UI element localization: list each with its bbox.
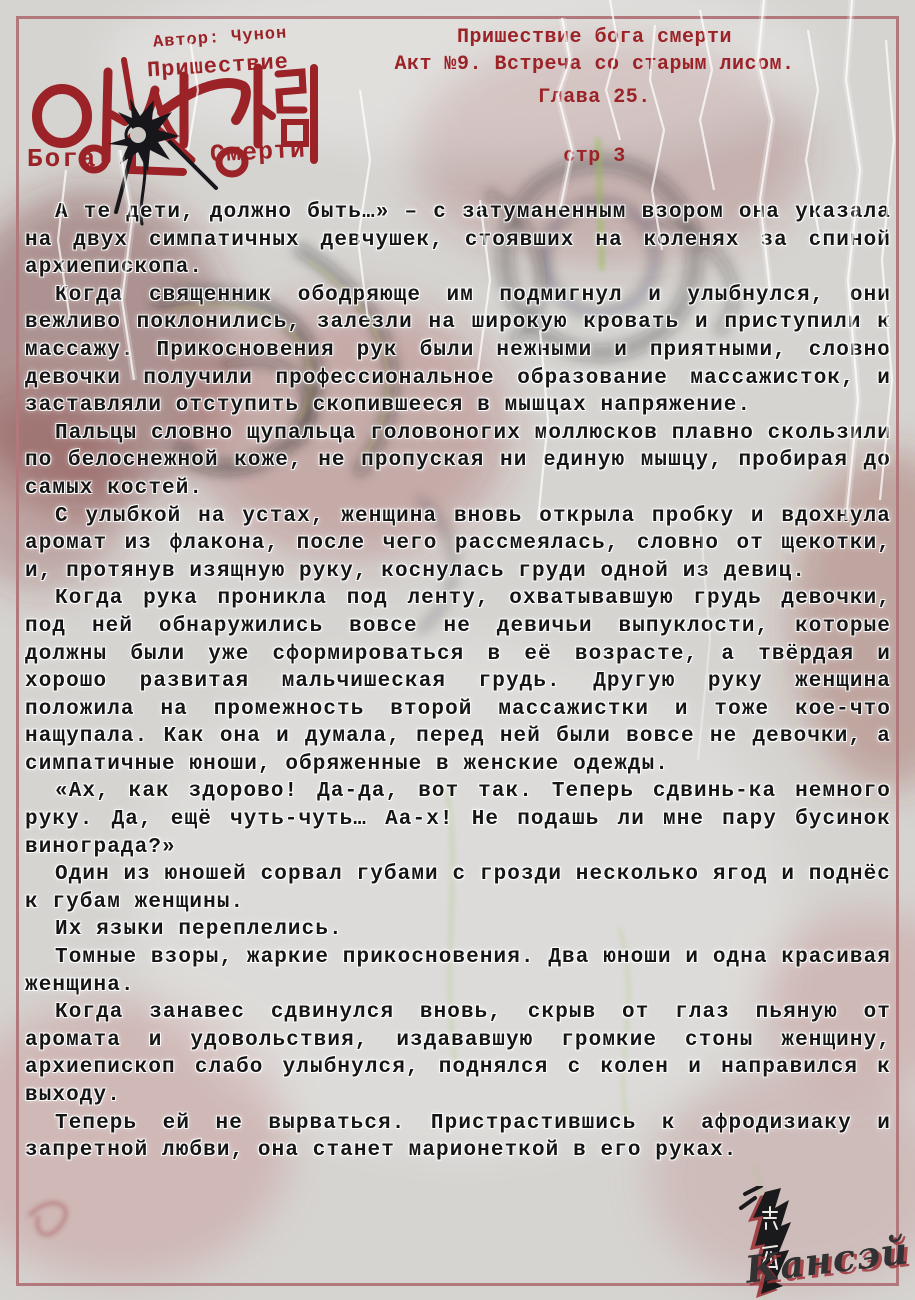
series-title: Пришествие бога смерти	[456, 26, 733, 49]
chapter-number: Глава 25.	[538, 86, 651, 109]
act-title: Акт №9. Встреча со старым лисом.	[394, 53, 795, 76]
story-paragraph: Когда священник ободряюще им подмигнул и улыбнулся, они вежливо поклонились, залезли на широкую кровать и приступили к массажу. Прикосновения рук были нежными и приятными, словно девочки получили профессиональное образование массажисток, и заставляли отступить скопившееся в мышцах напряжение.	[25, 283, 891, 418]
story-paragraph: Когда рука проникла под ленту, охватывавшую грудь девочки, под ней обнаружились вовсе не девичьи выпуклости, которые должны были уже сформироваться в её возрасте, а твёрдая и хорошо развитая мальчишеская грудь. Другую руку женщина положила на промежность второй массажистки и тоже кое-что нащупала. Как она и думала, перед ней были вовсе не девочки, а симпатичные юноши, обряженные в женские одежды.	[25, 587, 891, 776]
series-title-russian-bottom-left: Бога	[27, 144, 98, 174]
story-paragraph: Теперь ей не вырваться. Пристрастившись к афродизиаку и запретной любви, она станет марионеткой в его руках.	[25, 1111, 891, 1163]
series-title-russian-bottom-right: Смерти	[209, 135, 307, 170]
story-paragraph: С улыбкой на устах, женщина вновь открыла пробку и вдохнула аромат из флакона, после чего рассмеялась, словно от щекотки, и, протянув изящную руку, коснулась груди одной из девиц.	[25, 504, 891, 583]
story-paragraph: «Ах, как здорово! Да-да, вот так. Теперь сдвинь-ка немного руку. Да, ещё чуть-чуть… Аа-х! Не подашь ли мне пару бусинок винограда?»	[25, 780, 891, 859]
story-paragraph: Когда занавес сдвинулся вновь, скрыв от глаз пьяную от аромата и удовольствия, издававшую громкие стоны женщину, архиепископ слабо улыбнулся, поднялся с колен и направился к выходу.	[25, 1001, 891, 1107]
series-title-russian-top: Пришествие	[146, 49, 290, 84]
story-paragraph: Томные взоры, жаркие прикосновения. Два юноши и одна красивая женщина.	[25, 946, 891, 997]
translator-signature: Кансэй	[743, 1228, 912, 1292]
story-paragraph: Их языки переплелись.	[55, 918, 343, 942]
completion-stamp	[731, 1186, 911, 1298]
page-number: стр 3	[563, 145, 626, 168]
story-paragraph: Один из юношей сорвал губами с грозди несколько ягод и поднёс к губам женщины.	[25, 863, 891, 914]
author-credit: Автор: Чунон	[152, 24, 288, 53]
story-paragraph: А те дети, должно быть…» – с затуманенным взором она указала на двух симпатичных девчушек, стоявших на коленях за спиной архиепископа.	[25, 201, 891, 280]
story-text	[25, 199, 891, 1165]
story-paragraph: Пальцы словно щупальца головоногих моллюсков плавно скользили по белоснежной коже, не пропуская ни единую мышцу, пробирая до самых костей.	[25, 421, 891, 500]
